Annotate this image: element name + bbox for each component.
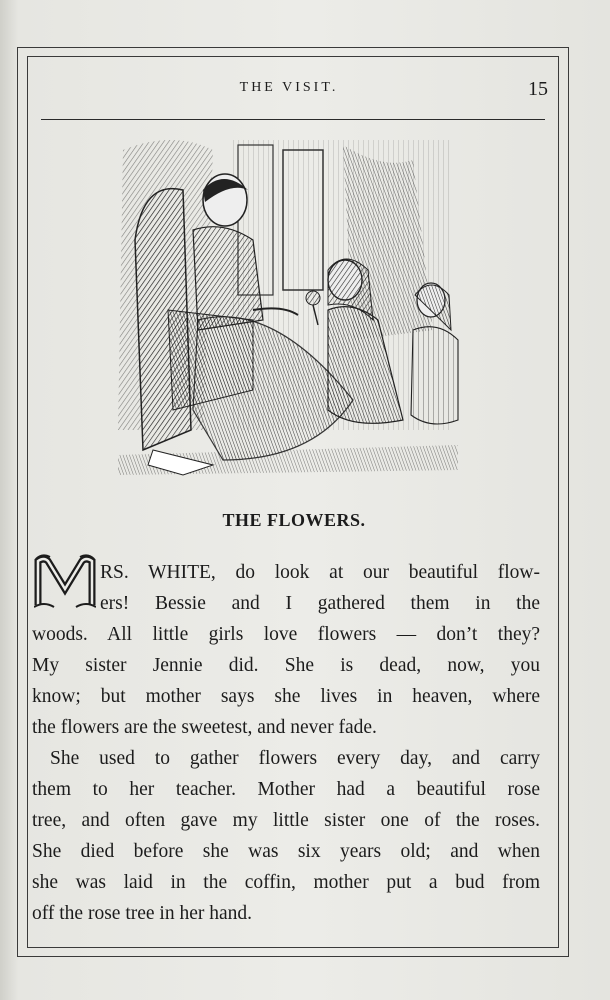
paragraph-1-line-1: RS. WHITE, do look at our beautiful flow-	[100, 562, 540, 583]
paragraph-2-line-2: them to her teacher. Mother had a beautiful rose	[32, 779, 540, 800]
paragraph-1-line-2: ers! Bessie and I gathered them in the	[100, 593, 540, 614]
header-rule	[41, 119, 545, 120]
paragraph-1-line-4: My sister Jennie did. She is dead, now, you	[32, 655, 540, 676]
page-number: 15	[528, 78, 548, 100]
paragraph-1-line-5: know; but mother says she lives in heaven, where	[32, 686, 540, 707]
ornamental-drop-cap-m	[34, 553, 96, 611]
paragraph-2-line-1: She used to gather flowers every day, and carry	[50, 748, 540, 769]
engraving-illustration	[113, 130, 463, 482]
paragraph-2-line-6: off the rose tree in her hand.	[32, 903, 253, 924]
running-head: THE VISIT.	[239, 80, 339, 95]
paragraph-2-line-3: tree, and often gave my little sister one of the roses.	[32, 810, 540, 831]
paragraph-2-line-4: She died before she was six years old; and when	[32, 841, 540, 862]
paragraph-1-line-6: the flowers are the sweetest, and never fade.	[32, 717, 377, 738]
paragraph-2-line-5: she was laid in the coffin, mother put a bud from	[32, 872, 540, 893]
chapter-title: THE FLOWERS.	[222, 510, 366, 530]
paragraph-1-line-3: woods. All little girls love flowers — don’t they?	[32, 624, 540, 645]
